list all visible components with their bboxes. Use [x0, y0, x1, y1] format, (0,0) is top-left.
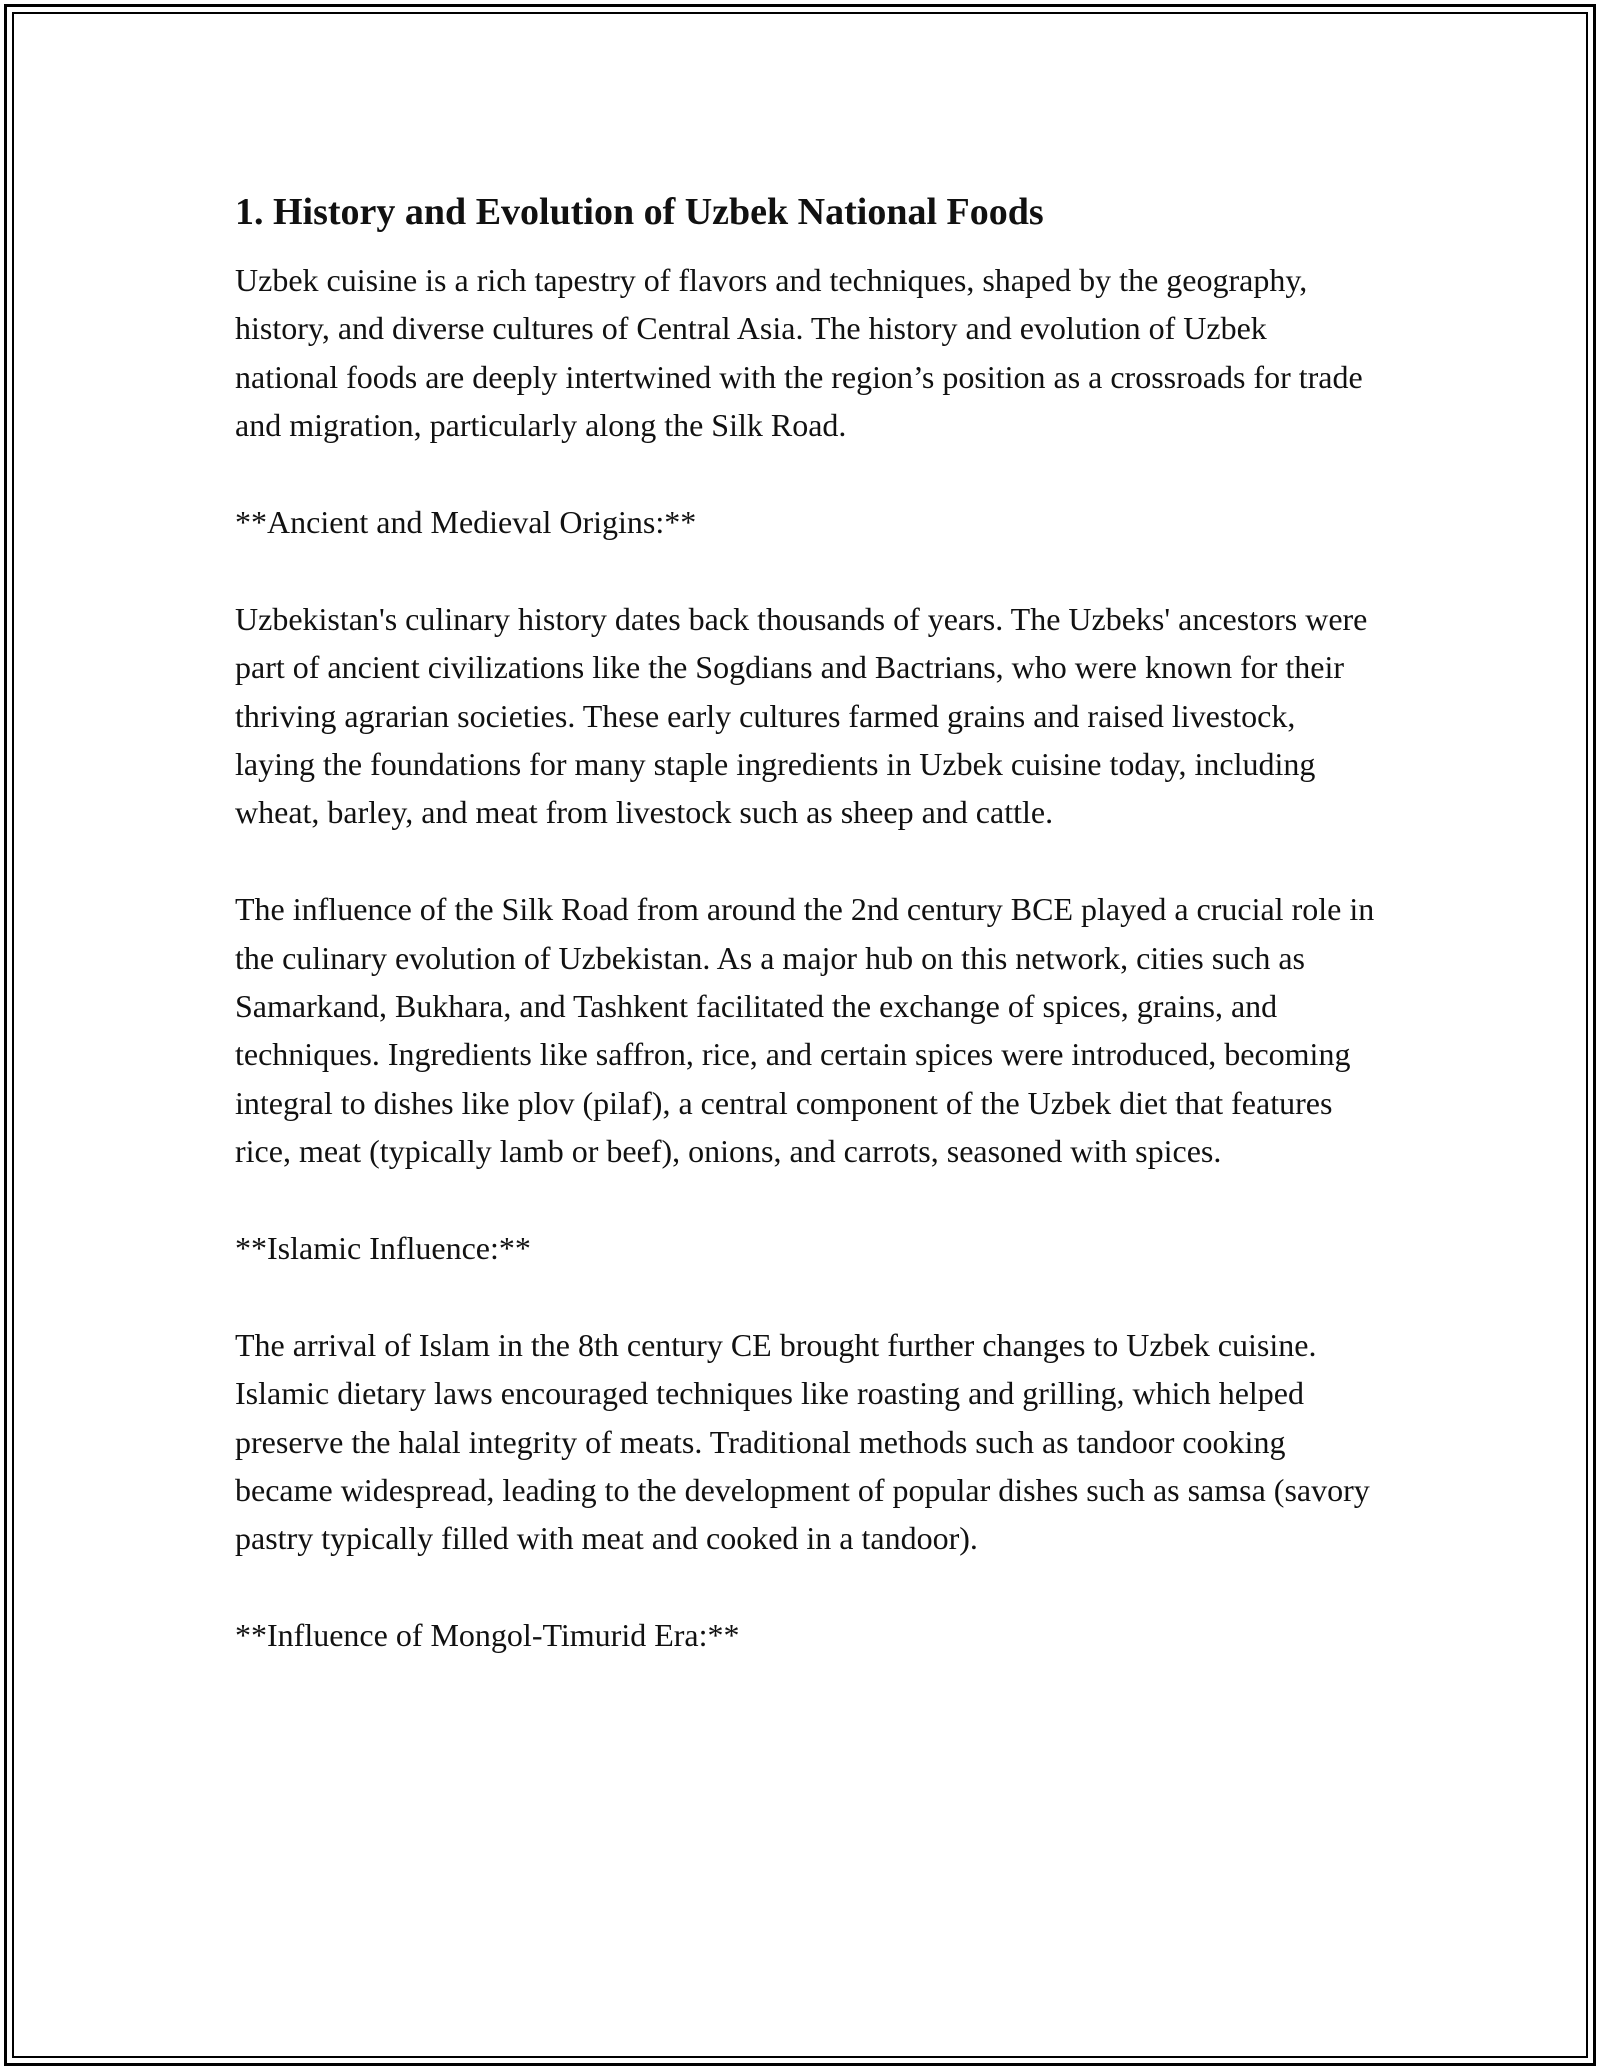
subheading-ancient-origins: **Ancient and Medieval Origins:** — [235, 504, 697, 541]
paragraph-intro: Uzbek cuisine is a rich tapestry of flavors and techniques, shaped by the geography, history, and diverse cultures of Central Asia. The history and evolution of Uzbek national foods are deeply intertwined with the region’s position as a crossroads for trade and migration, particularly along the Silk Road. — [235, 262, 1363, 444]
subheading-islamic-influence: **Islamic Influence:** — [235, 1230, 531, 1267]
paragraph-silk-road: The influence of the Silk Road from around the 2nd century BCE played a crucial role in the culinary evolution of Uzbekistan. As a major hub on this network, cities such as Samarkand, Bukhara, and Tashkent facilitated the exchange of spices, grains, and techniques. Ingredients like saffron, rice, and certain spices were introduced, becoming integral to dishes like plov (pilaf), a central component of the Uzbek diet that features rice, meat (typically lamb or beef), onions, and carrots, seasoned with spices. — [235, 891, 1375, 1170]
paragraph-islamic-influence: The arrival of Islam in the 8th century CE brought further changes to Uzbek cuisine. Islamic dietary laws encouraged techniques like roasting and grilling, which helped preserve the halal integrity of meats. Traditional methods such as tandoor cooking became widespread, leading to the development of popular dishes such as samsa (savory pastry typically filled with meat and cooked in a tandoor). — [235, 1326, 1370, 1557]
document-body — [235, 186, 1375, 1660]
subheading-mongol-timurid: **Influence of Mongol-Timurid Era:** — [235, 1617, 740, 1654]
paragraph-ancient-origins: Uzbekistan's culinary history dates back thousands of years. The Uzbeks' ancestors were part of ancient civilizations like the Sogdians and Bactrians, who were known for their thriving agrarian societies. These early cultures farmed grains and raised livestock, laying the foundations for many staple ingredients in Uzbek cuisine today, including wheat, barley, and meat from livestock such as sheep and cattle. — [235, 600, 1368, 831]
section-heading: 1. History and Evolution of Uzbek National Foods — [235, 191, 1044, 233]
